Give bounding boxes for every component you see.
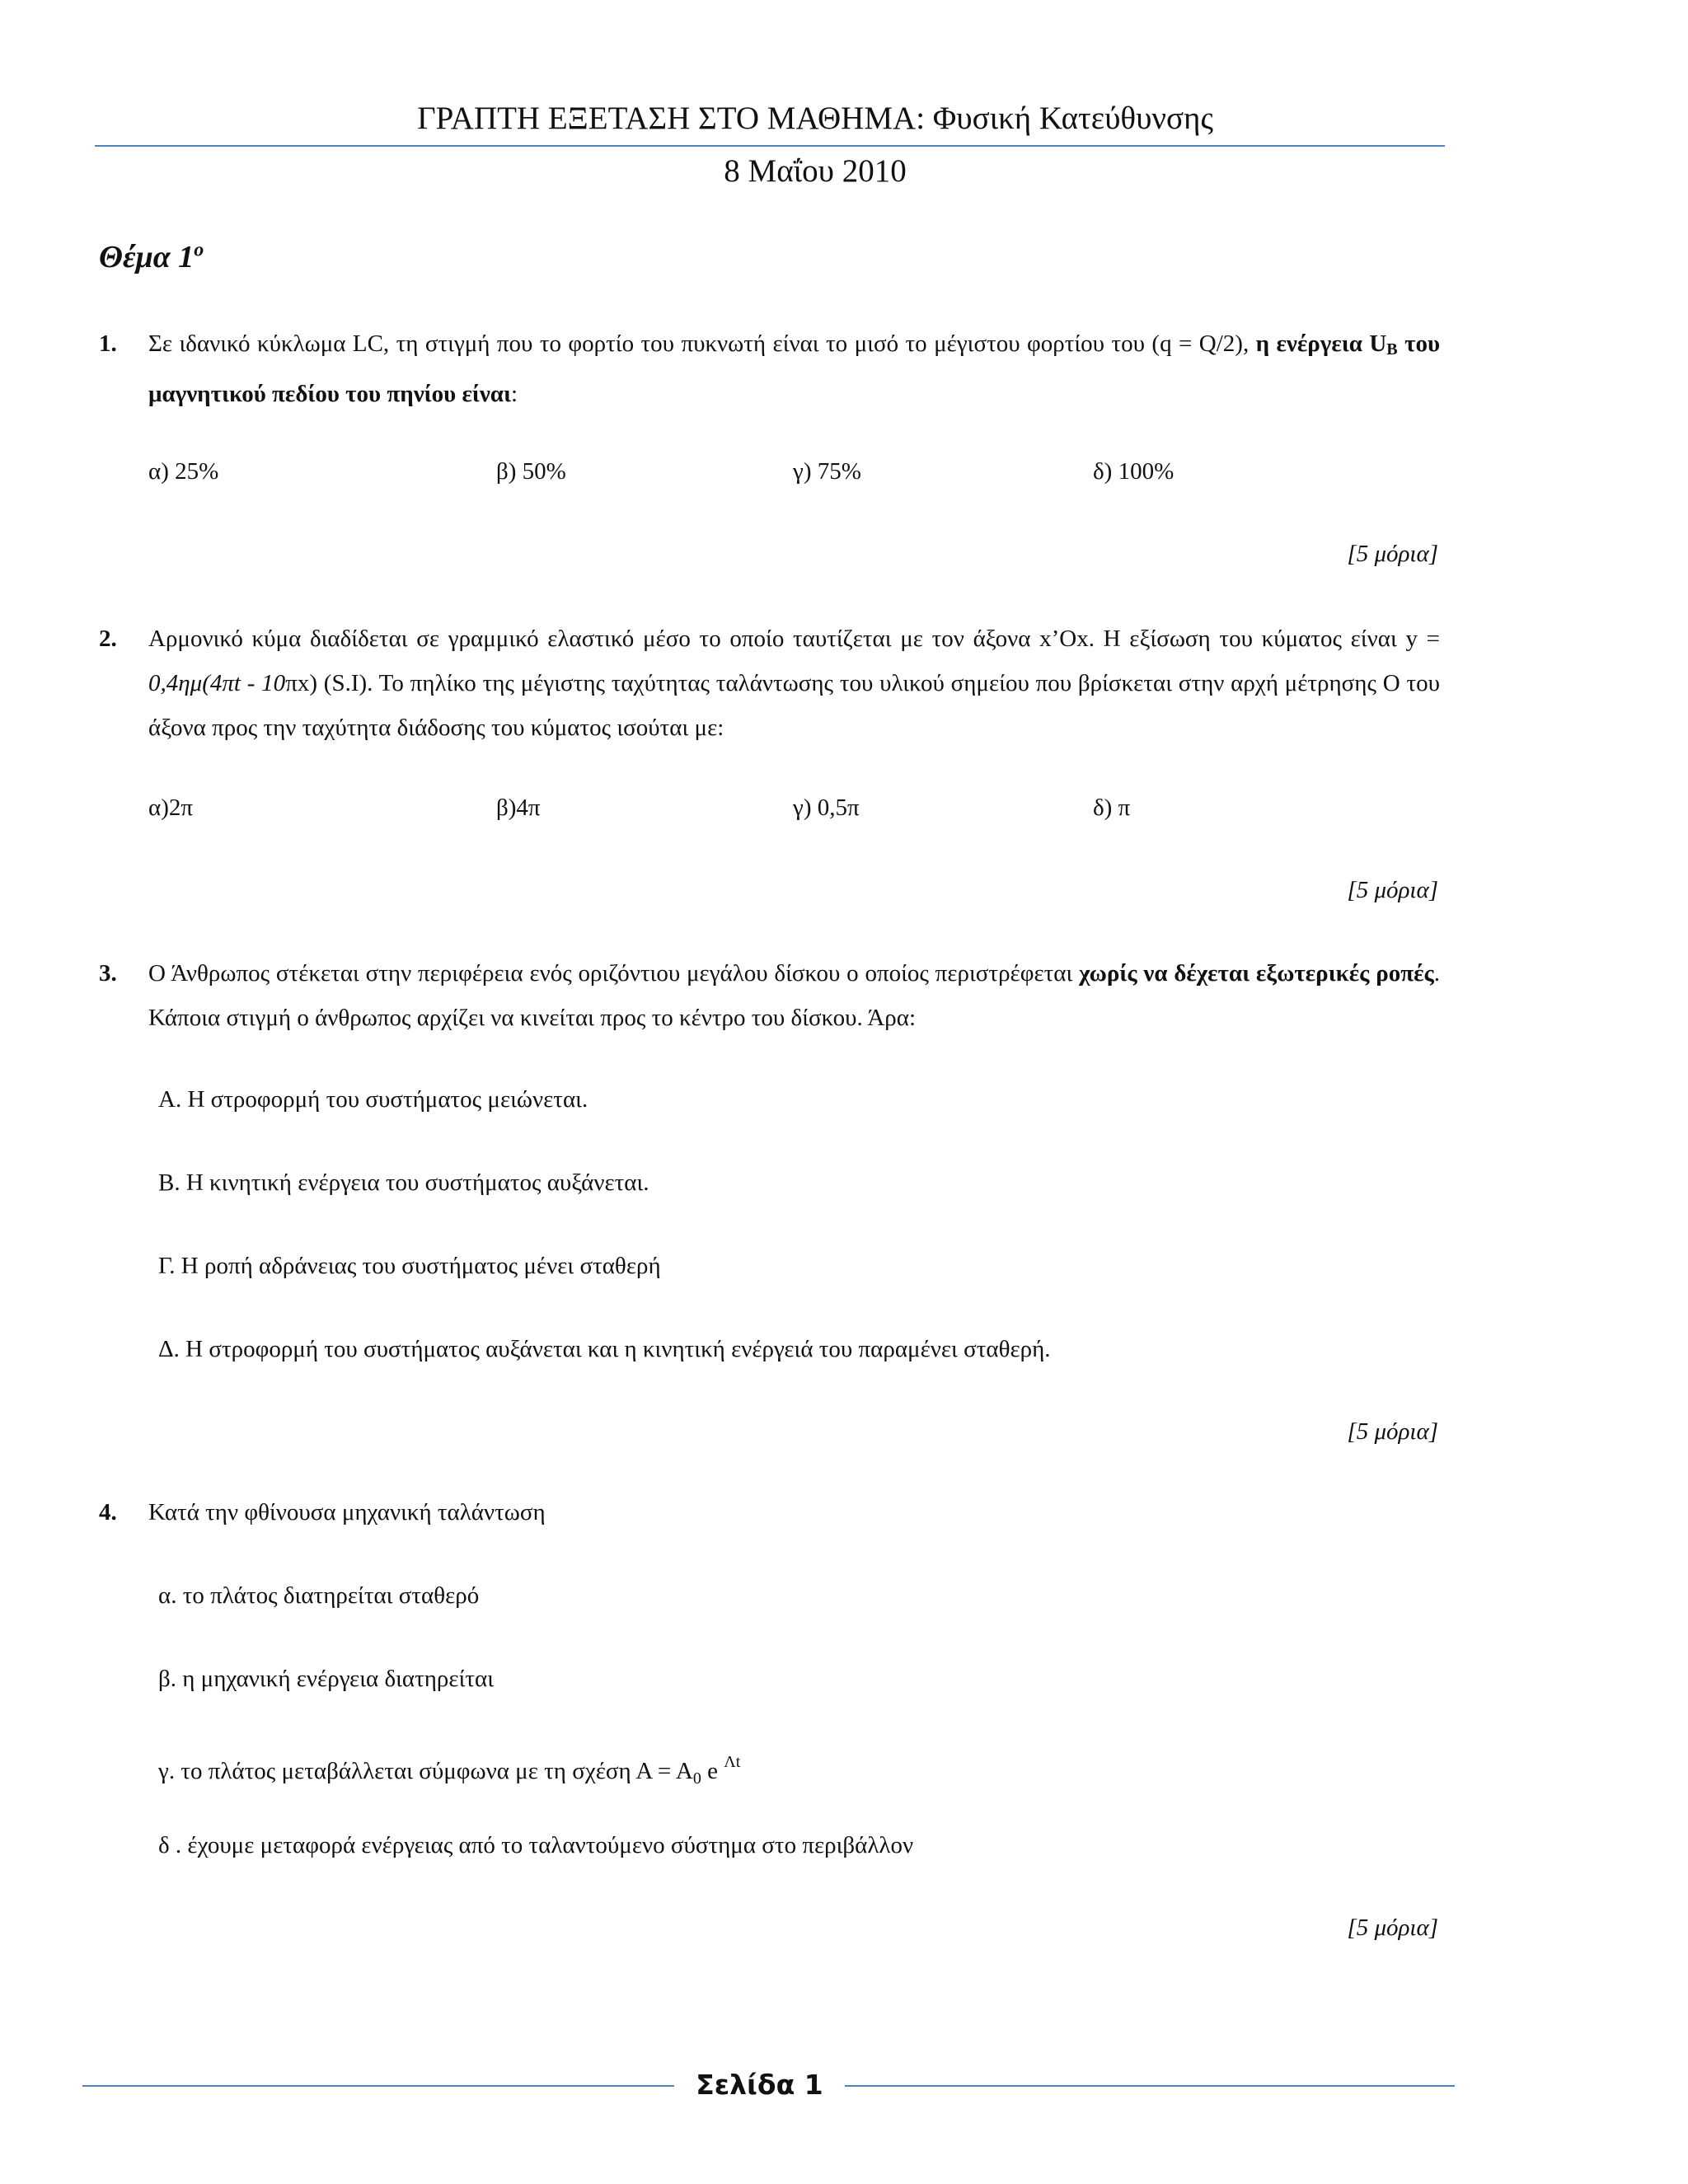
q4-choice-a: α. το πλάτος διατηρείται σταθερό [158,1582,480,1609]
question-4-text: Κατά την φθίνουσα μηχανική ταλάντωση [148,1499,546,1526]
q4-choice-c [158,1746,740,1795]
q3-choice-a: Α. Η στροφορμή του συστήματος μειώνεται. [158,1086,588,1113]
q2-option-d: δ) π [1093,794,1131,821]
q1-text-bold-2: του μαγνητικού πεδίου του πηνίου είναι [148,330,1440,407]
q2-equation-italic: 0,4ημ(4πt - 10 [148,670,286,696]
q1-text-plain: Σε ιδανικό κύκλωμα LC, τη στιγμή που το φορτίο του πυκνωτή είναι το μισό το μέγιστου φορτίου του (q = Q/2), [148,330,1256,357]
q4-choice-c-superscript: Λt [724,1753,741,1771]
q3-text-plain: Ο Άνθρωπος στέκεται στην περιφέρεια ενός οριζόντιου μεγάλου δίσκου ο οποίος περιστρέφεται [148,960,1080,987]
q1-marks: [5 μόρια] [1347,541,1438,567]
q4-choice-d: δ . έχουμε μεταφορά ενέργειας από το ταλαντούμενο σύστημα στο περιβάλλον [158,1832,914,1858]
q4-choice-c-text: γ. το πλάτος μεταβάλλεται σύμφωνα με τη σχέση Α = Α [158,1758,693,1784]
q1-option-c: γ) 75% [793,458,861,485]
exam-date: 8 Μαΐου 2010 [724,153,907,189]
section-title-text: Θέμα 1 [99,240,195,274]
question-3-text [148,951,1440,1040]
section-title-sup: ο [194,239,204,261]
q2-text-plain: Αρμονικό κύμα διαδίδεται σε γραμμικό ελαστικό μέσο το οποίο ταυτίζεται με τον άξονα x’Ox. Η εξίσωση του κύματος είναι y = [148,626,1440,652]
footer-rule-right [845,2085,1455,2087]
q4-choice-c-mid: e [701,1758,724,1784]
question-4-number: 4. [99,1499,117,1526]
q2-text-rest: πx) (S.I). Το πηλίκο της μέγιστης ταχύτητας ταλάντωσης του υλικού σημείου που βρίσκεται στην αρχή μέτρησης Ο του άξονα προς την ταχύτητα διάδοσης του κύματος ισούται με: [148,670,1441,741]
question-1-number: 1. [99,330,117,357]
q3-marks: [5 μόρια] [1347,1418,1438,1445]
q2-marks: [5 μόρια] [1347,877,1438,903]
q3-text-end: . Κάποια στιγμή ο άνθρωπος αρχίζει να κινείται προς το κέντρο του δίσκου. Άρα: [148,960,1440,1031]
q4-choice-c-subscript: 0 [692,1769,701,1788]
q3-choice-b: Β. Η κινητική ενέργεια του συστήματος αυξάνεται. [158,1169,649,1196]
question-2-number: 2. [99,626,117,652]
footer-rule-left [82,2085,674,2087]
q1-subscript: B [1386,340,1398,359]
q3-text-bold: χωρίς να δέχεται εξωτερικές ροπές [1079,960,1434,987]
q2-option-c: γ) 0,5π [793,794,860,821]
q1-option-d: δ) 100% [1093,458,1175,485]
q2-option-b: β)4π [496,794,541,821]
exam-title: ΓΡΑΠΤΗ ΕΞΕΤΑΣΗ ΣΤΟ ΜΑΘΗΜΑ: Φυσική Κατεύθυνσης [417,101,1213,136]
q1-option-b: β) 50% [496,458,566,485]
question-2-text [148,616,1440,750]
q4-marks: [5 μόρια] [1347,1915,1438,1941]
q4-choice-b: β. η μηχανική ενέργεια διατηρείται [158,1666,495,1692]
question-3-number: 3. [99,960,117,987]
q3-choice-c: Γ. Η ροπή αδράνειας του συστήματος μένει σταθερή [158,1253,661,1279]
section-title [99,239,204,275]
page-number: Σελίδα 1 [696,2069,823,2101]
header-divider [95,145,1445,147]
q2-option-a: α)2π [148,794,193,821]
q1-option-a: α) 25% [148,458,219,485]
q3-choice-d: Δ. Η στροφορμή του συστήματος αυξάνεται και η κινητική ενέργειά του παραμένει σταθερή. [158,1336,1051,1362]
question-1-text [148,321,1440,416]
q1-text-bold: η ενέργεια U [1255,330,1387,357]
q1-text-end: : [510,381,518,407]
